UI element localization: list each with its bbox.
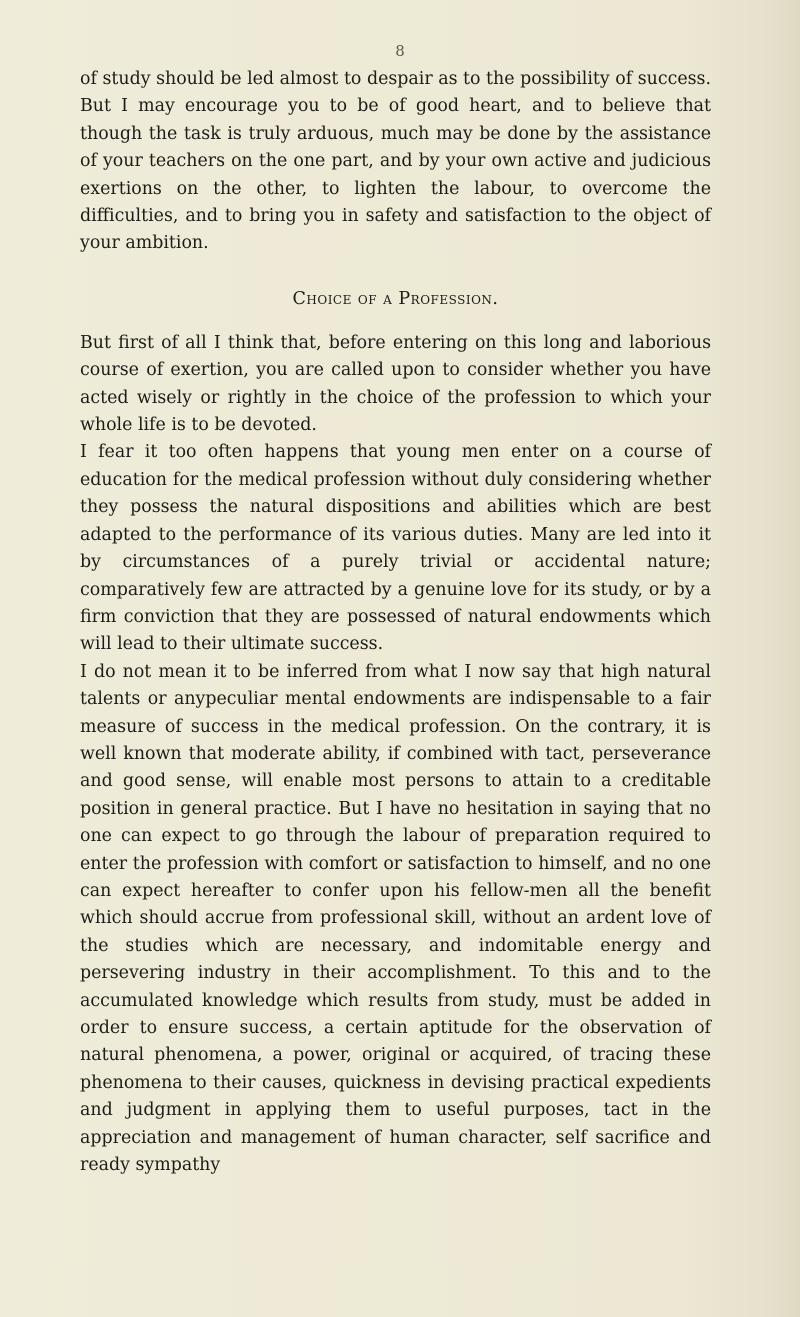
page-number: 8 [395, 42, 405, 60]
page-body [80, 66, 711, 1179]
paragraph-continuation: of study should be led almost to despair as to the possibility of success. But I may encourage you to be of good heart, and to believe that though the task is truly arduous, much may be done by the assistance of your teachers on the one part, and by your own active and judicious exertions on the other, to lighten the labour, to overcome the difficulties, and to bring you in safety and satisfaction to the object of your ambition. [80, 69, 711, 254]
section-heading: Choice of a Profession. [292, 288, 499, 309]
paragraph-first-of-all: But first of all I think that, before entering on this long and laborious course of exertion, you are called upon to consider whether you have acted wisely or rightly in the choice of the profession to which your whole life is to be devoted. [80, 332, 711, 436]
paragraph-i-fear: I fear it too often happens that young men enter on a course of education for the medical profession without duly considering whether they possess the natural dispositions and abilities which are best adapted to the performance of its various duties. Many are led into it by circumstances of a purely trivial or accidental nature; comparatively few are attracted by a genuine love for its study, or by a firm conviction that they are possessed of natural endowments which will lead to their ultimate success. [80, 442, 711, 655]
paragraph-i-do-not-mean: I do not mean it to be inferred from what I now say that high natural talents or anypeculiar mental endowments are indispensable to a fair measure of success in the medical profession. On the contrary, it is well known that moderate ability, if combined with tact, perseverance and good sense, will enable most persons to attain to a creditable position in general practice. But I have no hesitation in saying that no one can expect to go through the labour of preparation required to enter the profession with comfort or satisfaction to himself, and no one can expect hereafter to confer upon his fellow-men all the benefit which should accrue from professional skill, without an ardent love of the studies which are necessary, and indomitable energy and persevering industry in their accomplishment. To this and to the accumulated knowledge which results from study, must be added in order to ensure success, a certain aptitude for the observation of natural phenomena, a power, original or acquired, of tracing these phenomena to their causes, quickness in devising practical expedients and judgment in applying them to useful purposes, tact in the appreciation and management of human character, self sacrifice and ready sympathy [80, 661, 711, 1176]
